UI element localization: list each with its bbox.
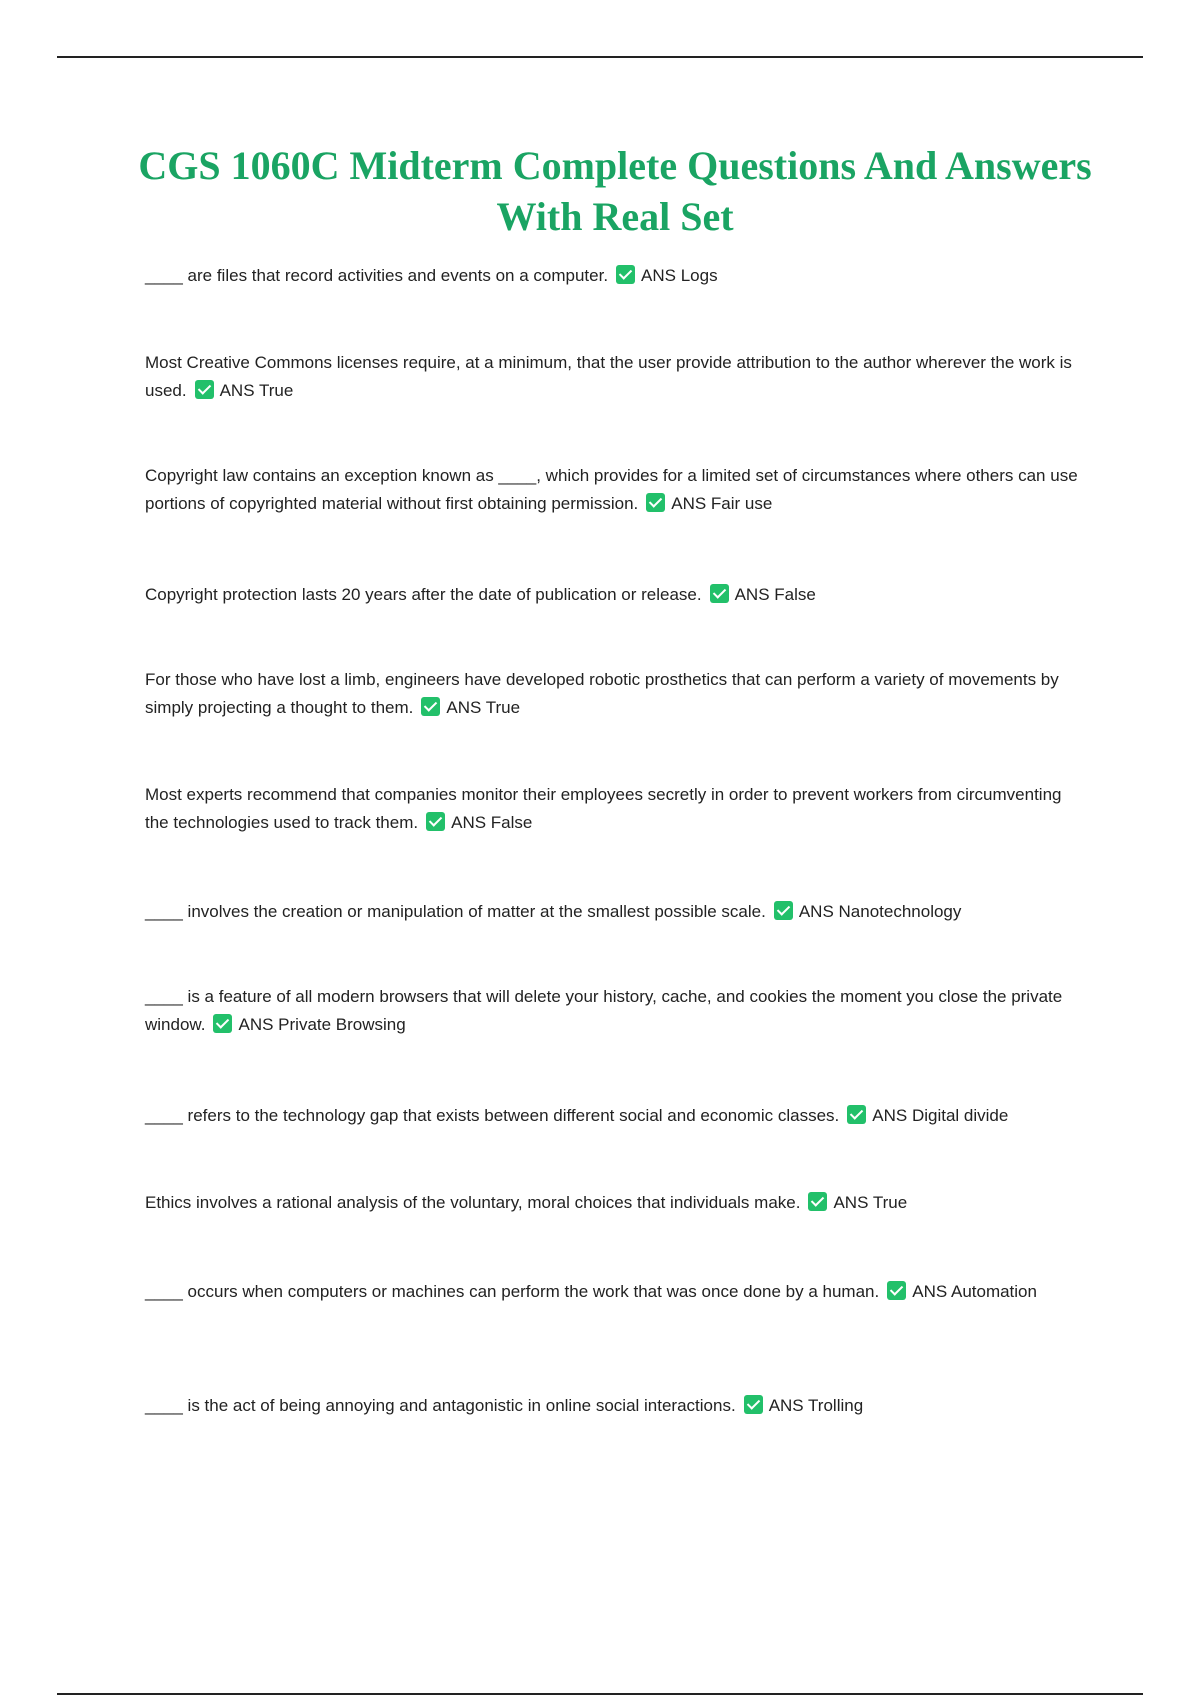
answer-text: ANS Fair use (671, 494, 773, 513)
answer-text: ANS Nanotechnology (798, 902, 962, 921)
check-box-icon (710, 584, 729, 603)
qa-item (145, 349, 1085, 405)
qa-item (145, 983, 1085, 1039)
question-text: Copyright law contains an exception known as ____, which provides for a limited set of circumstances where others can use portions of copyrighted material without first obtaining permission. (145, 466, 1078, 513)
question-text: ____ involves the creation or manipulation of matter at the smallest possible scale. (145, 902, 766, 921)
qa-item (145, 1278, 1085, 1306)
answer-text: ANS True (833, 1193, 908, 1212)
qa-item (145, 1189, 1085, 1217)
check-box-icon (887, 1281, 906, 1300)
qa-item (145, 262, 1085, 290)
answer-text: ANS Digital divide (872, 1106, 1009, 1125)
qa-item (145, 581, 1085, 609)
qa-item (145, 1392, 1085, 1420)
question-text: Most Creative Commons licenses require, at a minimum, that the user provide attribution to the author wherever the work is used. (145, 353, 1072, 400)
qa-item (145, 666, 1085, 722)
question-text: ____ is a feature of all modern browsers that will delete your history, cache, and cookies the moment you close the private window. (145, 987, 1063, 1034)
qa-item (145, 781, 1085, 837)
question-text: Most experts recommend that companies monitor their employees secretly in order to prevent workers from circumventing the technologies used to track them. (145, 785, 1062, 832)
check-box-icon (426, 812, 445, 831)
check-box-icon (421, 697, 440, 716)
check-box-icon (213, 1014, 232, 1033)
answer-text: ANS Private Browsing (238, 1015, 406, 1034)
check-box-icon (616, 265, 635, 284)
answer-text: ANS True (446, 698, 521, 717)
answer-text: ANS False (451, 813, 533, 832)
qa-item (145, 1102, 1085, 1130)
answer-text: ANS False (734, 585, 816, 604)
check-box-icon (195, 380, 214, 399)
answer-text: ANS Automation (912, 1282, 1037, 1301)
question-text: ____ refers to the technology gap that exists between different social and economic classes. (145, 1106, 840, 1125)
answer-text: ANS Trolling (768, 1396, 864, 1415)
check-box-icon (744, 1395, 763, 1414)
answer-text: ANS True (219, 381, 294, 400)
qa-item (145, 462, 1085, 518)
question-text: For those who have lost a limb, engineers have developed robotic prosthetics that can perform a variety of movements by simply projecting a thought to them. (145, 670, 1059, 717)
bottom-rule (57, 1693, 1143, 1695)
question-text: ____ are files that record activities and events on a computer. (145, 266, 609, 285)
question-text: ____ is the act of being annoying and antagonistic in online social interactions. (145, 1396, 736, 1415)
qa-item (145, 898, 1085, 926)
document-title: CGS 1060C Midterm Complete Questions And Answers With Real Set (138, 143, 1092, 239)
check-box-icon (774, 901, 793, 920)
question-text: ____ occurs when computers or machines can perform the work that was once done by a human. (145, 1282, 880, 1301)
question-text: Ethics involves a rational analysis of the voluntary, moral choices that individuals make. (145, 1193, 801, 1212)
check-box-icon (808, 1192, 827, 1211)
top-rule (57, 56, 1143, 58)
check-box-icon (847, 1105, 866, 1124)
check-box-icon (646, 493, 665, 512)
answer-text: ANS Logs (641, 266, 718, 285)
question-text: Copyright protection lasts 20 years after the date of publication or release. (145, 585, 702, 604)
